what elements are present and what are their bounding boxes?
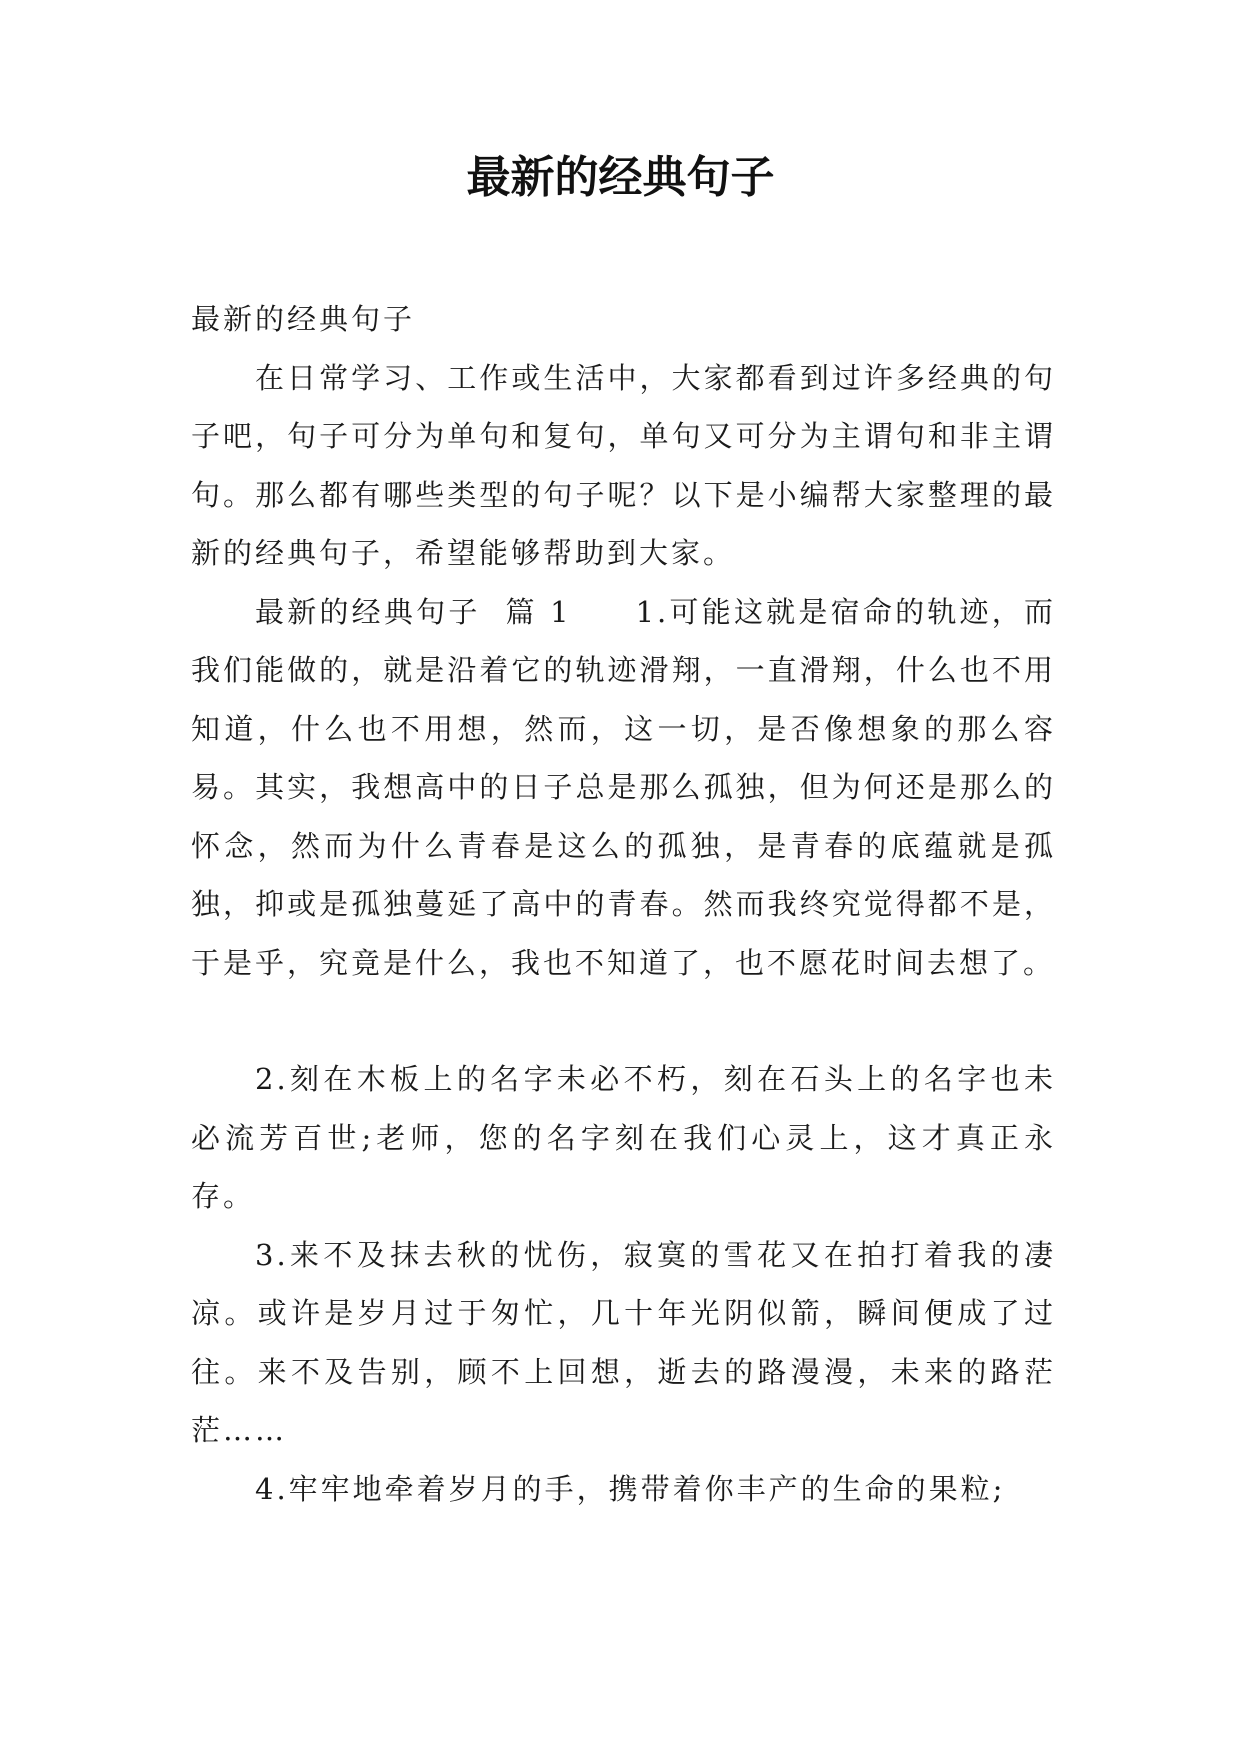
paragraph-gap (191, 992, 1056, 1050)
section-heading: 最新的经典句子 篇 1 (255, 594, 572, 629)
list-item: 4.牢牢地牵着岁月的手，携带着你丰产的生命的果粒; (255, 1471, 1006, 1506)
intro-paragraph: 在日常学习、工作或生活中，大家都看到过许多经典的句子吧，句子可分为单句和复句，单句又可分为主谓句和非主谓句。那么都有哪些类型的句子呢？以下是小编帮大家整理的最新的经典句子，希望能够帮助到大家。 (191, 360, 1056, 570)
list-item: 2.刻在木板上的名字未必不朽，刻在石头上的名字也未必流芳百世;老师，您的名字刻在我们心灵上，这才真正永存。 (191, 1062, 1056, 1213)
subtitle-line: 最新的经典句子 (191, 302, 416, 336)
list-item: 1.可能这就是宿命的轨迹，而我们能做的，就是沿着它的轨迹滑翔，一直滑翔，什么也不用知道，什么也不用想，然而，这一切，是否像想象的那么容易。其实，我想高中的日子总是那么孤独，但为何还是那么的怀念，然而为什么青春是这么的孤独，是青春的底蕴就是孤独，抑或是孤独蔓延了高中的青春。然而我终究觉得都不是，于是乎，究竟是什么，我也不知道了，也不愿花时间去想了。 (191, 594, 1057, 980)
document-body (191, 290, 1056, 1518)
list-item: 3.来不及抹去秋的忧伤，寂寞的雪花又在拍打着我的凄凉。或许是岁月过于匆忙，几十年光阴似箭，瞬间便成了过往。来不及告别，顾不上回想，逝去的路漫漫，未来的路茫茫…… (191, 1237, 1056, 1447)
document-title: 最新的经典句子 (466, 152, 775, 203)
section-paragraph (191, 583, 1056, 993)
